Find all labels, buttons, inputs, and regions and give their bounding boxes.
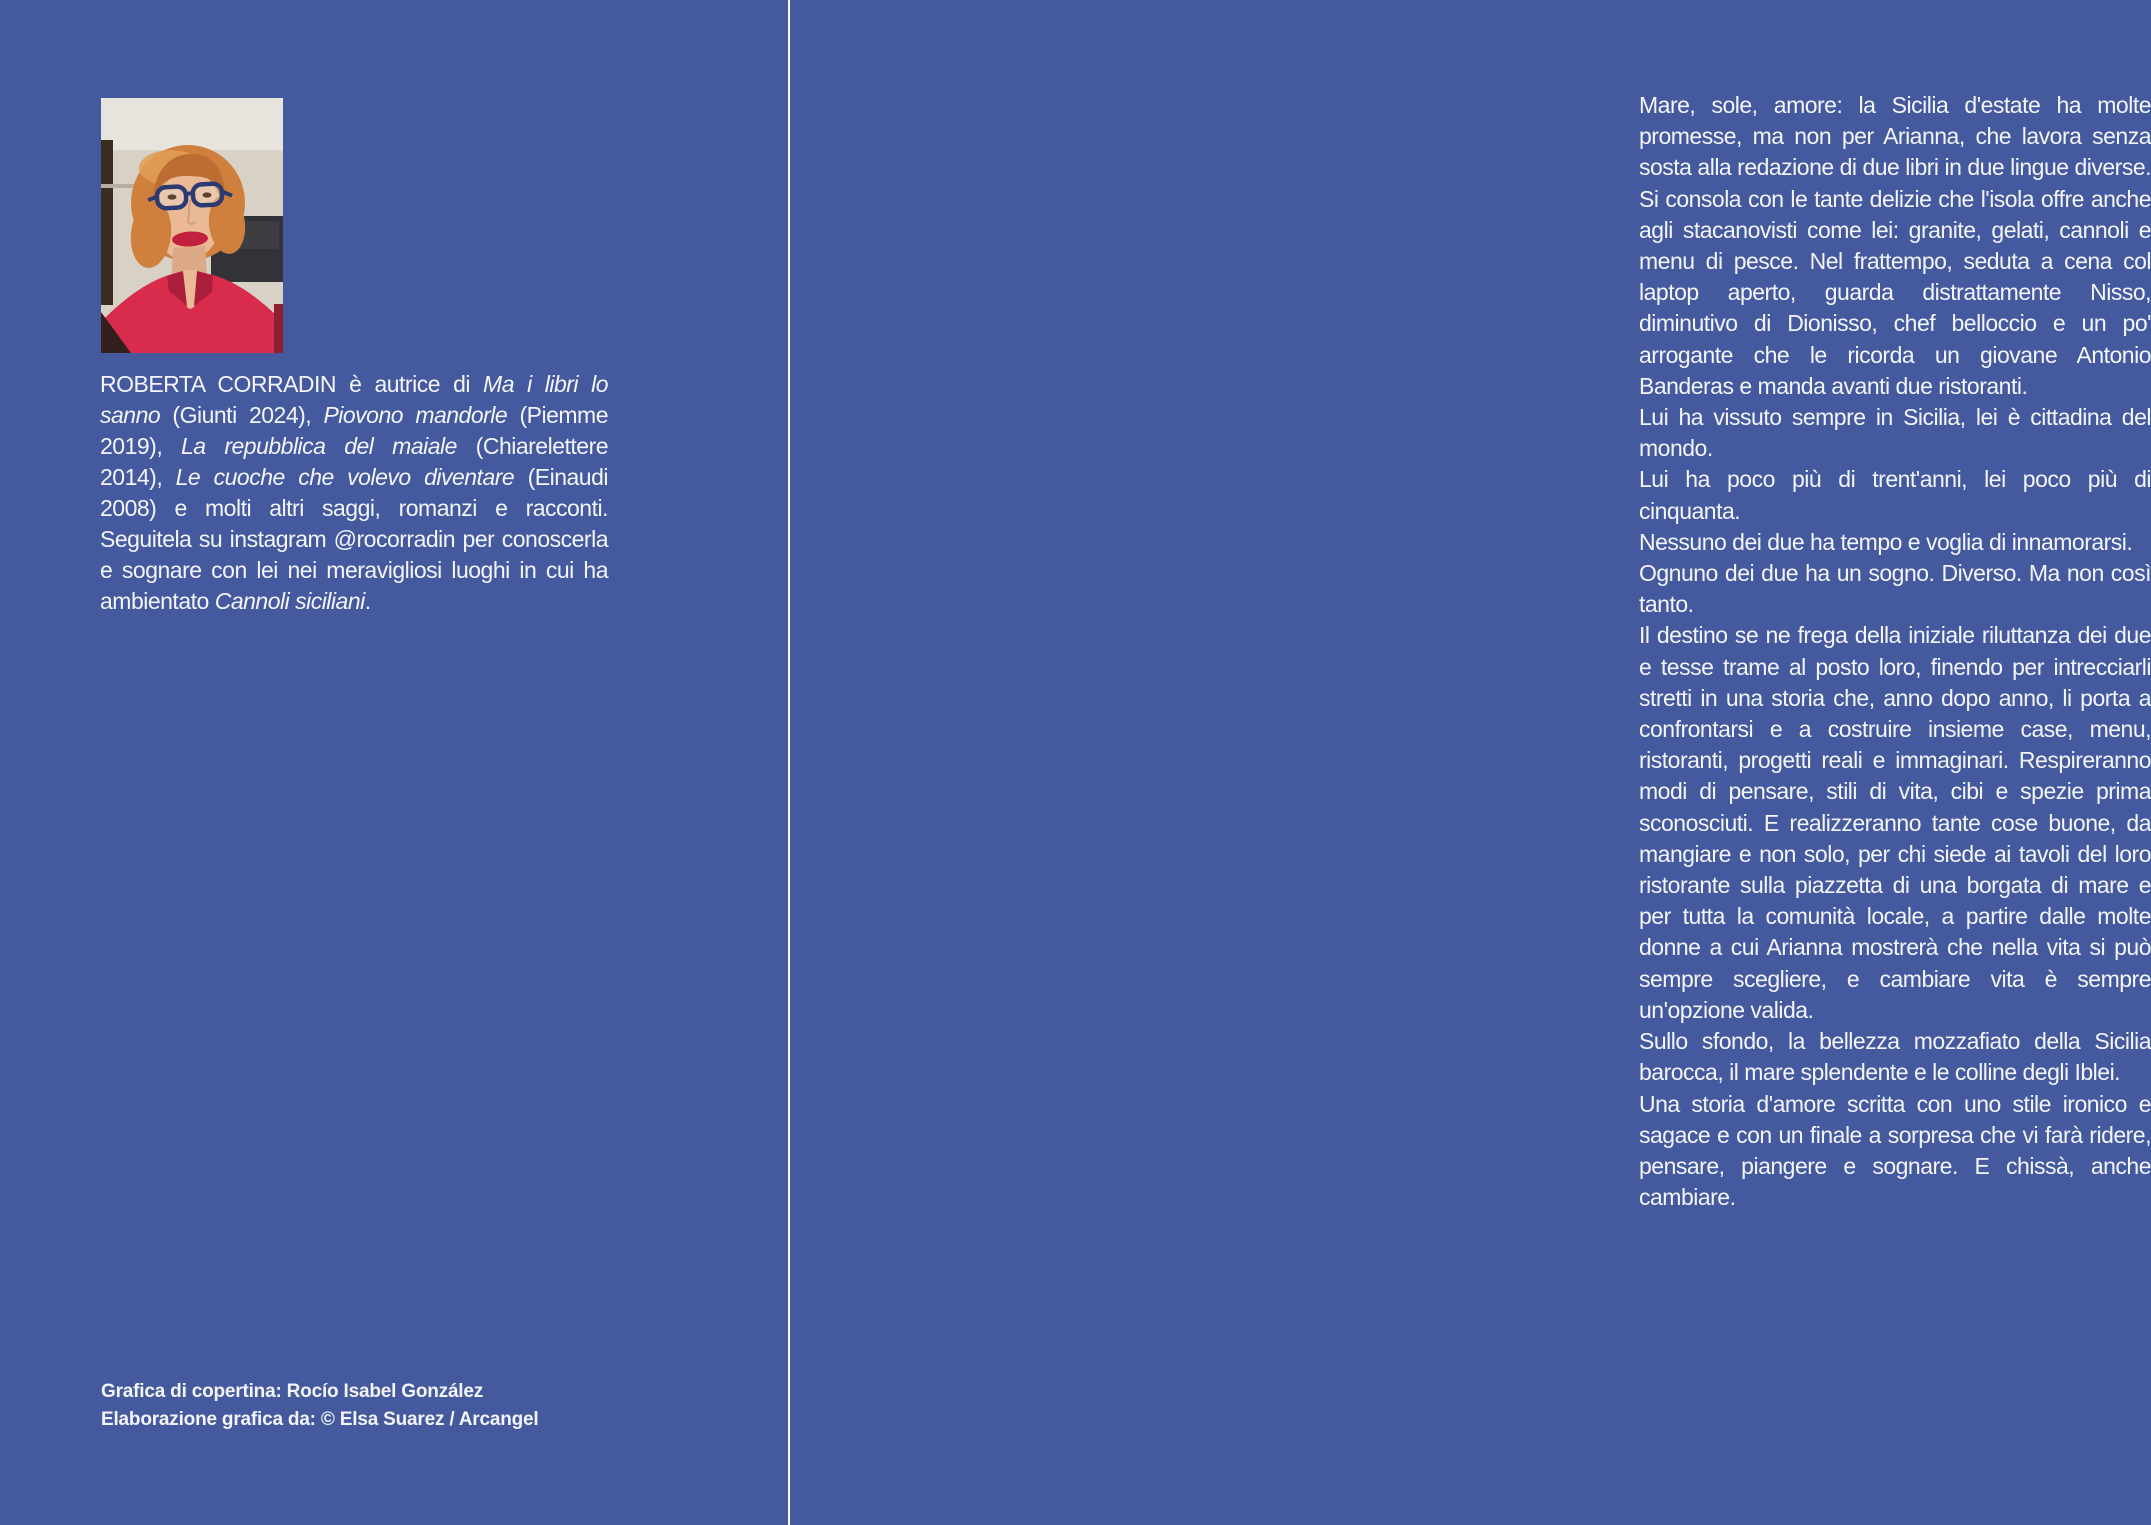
author-bio <box>100 369 608 617</box>
bio-text-segment: (Piemme 2019), <box>100 402 608 459</box>
glasses-bridge <box>186 193 193 194</box>
left-flap-panel <box>0 0 789 1525</box>
description-paragraph: Ognuno dei due ha un sogno. Diverso. Ma non così tanto. <box>1639 560 2151 618</box>
book-title: La repubblica del maiale <box>180 433 457 459</box>
bio-text-segment: ROBERTA CORRADIN è autrice di <box>100 371 484 397</box>
description-paragraph: Il destino se ne frega della iniziale riluttanza dei due e tesse trame al posto loro, finendo per intrecciarli stretti in una storia che, anno dopo anno, li porta a confrontarsi e a costruire insieme case, menu, ristoranti, progetti reali e immaginari. Respireranno modi di pensare, stili di vita, cibi e spezie prima sconosciuti. E realizzeranno tante cose buone, da mangiare e non solo, per chi siede ai tavoli del loro ristorante sulla piazzetta di una borgata di mare e per tutta la comunità locale, a partire dalle molte donne a cui Arianna mostrerà che nella vita si può sempre scegliere, e cambiare vita è sempre un'opzione valida. <box>1639 622 2151 1023</box>
back-cover-panel <box>790 0 2151 1525</box>
credit-line: Elaborazione grafica da: © Elsa Suarez / Arcangel <box>101 1409 539 1430</box>
right-eye <box>203 192 212 197</box>
description-paragraph: Nessuno dei due ha tempo e voglia di innamorarsi. <box>1639 528 2133 555</box>
description-paragraph: Lui ha poco più di trent'anni, lei poco più di cinquanta. <box>1639 466 2151 524</box>
photo-door-edge <box>101 140 113 305</box>
author-photo <box>101 98 283 353</box>
design-credits <box>101 1378 661 1434</box>
description-paragraph: Una storia d'amore scritta con uno stile ironico e sagace e con un finale a sorpresa che vi farà ridere, pensare, piangere e sognare. E chissà, anche cambiare. <box>1639 1090 2151 1211</box>
book-description <box>1639 90 2151 1213</box>
description-paragraph: Sullo sfondo, la bellezza mozzafiato della Sicilia barocca, il mare splendente e le colline degli Iblei. <box>1639 1028 2151 1086</box>
credit-line: Grafica di copertina: Rocío Isabel González <box>101 1381 484 1402</box>
description-paragraph: Lui ha vissuto sempre in Sicilia, lei è cittadina del mondo. <box>1639 404 2151 462</box>
author-portrait-illustration <box>101 98 283 353</box>
left-eye <box>168 194 177 199</box>
description-paragraph: Mare, sole, amore: la Sicilia d'estate ha molte promesse, ma non per Arianna, che lavora senza sosta alla redazione di due libri in due lingue diverse. Si consola con le tante delizie che l'isola offre anche agli stacanovisti come lei: granite, gelati, cannoli e menu di pesce. Nel frattempo, seduta a cena col laptop aperto, guarda distrattamente Nisso, diminutivo di Dionisso, chef belloccio e un po' arrogante che le ricorda un giovane Antonio Banderas e manda avanti due ristoranti. <box>1639 92 2151 399</box>
book-title: Cannoli siciliani <box>214 588 365 614</box>
bio-text-segment: (Giunti 2024), <box>160 402 324 428</box>
photo-corner-red <box>274 304 283 353</box>
bio-text-segment: (Einaudi 2008) e molti altri saggi, romanzi e racconti. Seguitela su instagram @rocorradin per conoscerla e sognare con lei nei meravigliosi luoghi in cui ha ambientato <box>100 464 608 614</box>
book-title: Le cuoche che volevo diventare <box>175 464 515 490</box>
photo-wall-top <box>101 98 283 150</box>
bio-text-segment: . <box>364 588 371 614</box>
book-title: Piovono mandorle <box>323 402 508 428</box>
book-title: Ma i libri lo sanno <box>100 371 608 428</box>
bio-text-segment: (Chiarelettere 2014), <box>100 433 609 490</box>
